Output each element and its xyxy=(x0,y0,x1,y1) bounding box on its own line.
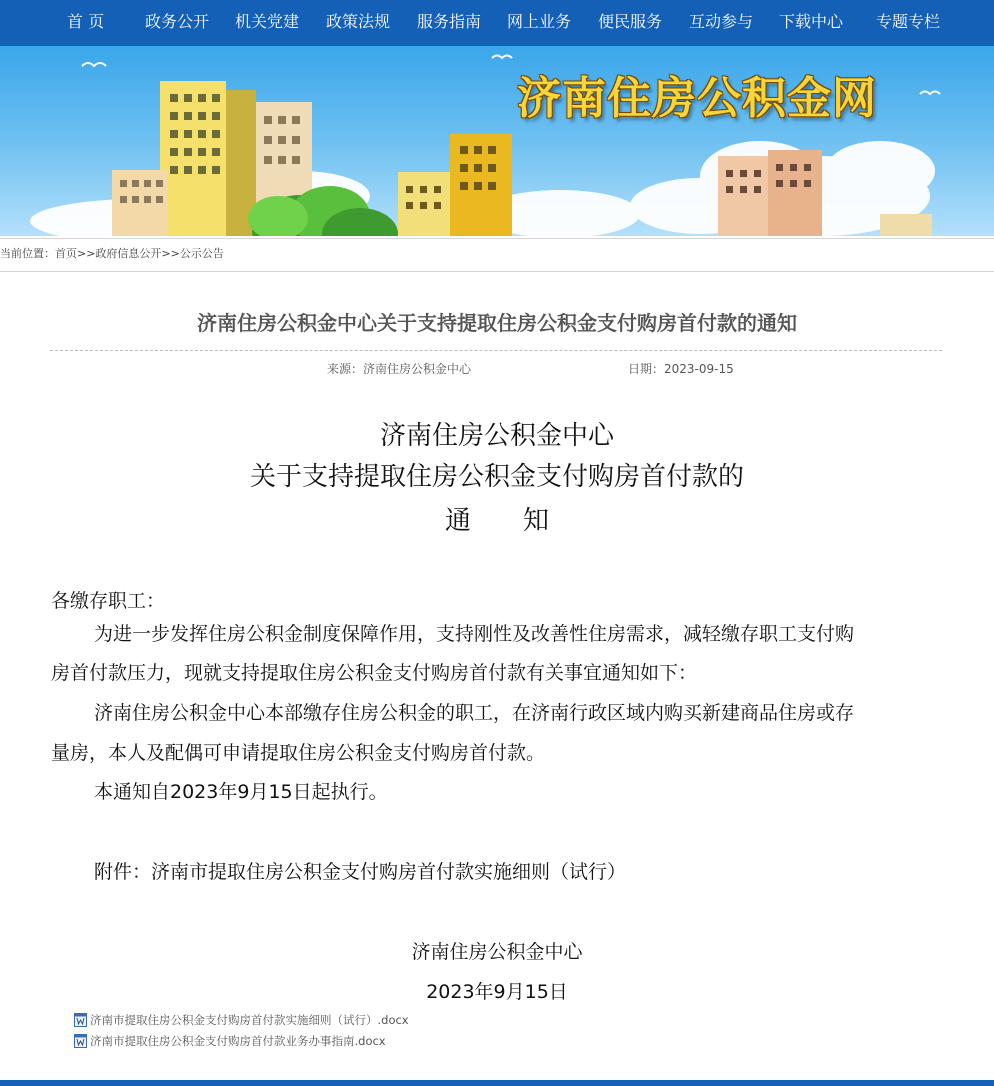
attachment-name: 济南市提取住房公积金支付购房首付款实施细则（试行）.docx xyxy=(90,1013,409,1027)
paragraph-2-line-1: 济南住房公积金中心本部缴存住房公积金的职工，在济南行政区域内购买新建商品住房或存 xyxy=(94,702,855,724)
nav-item-service-guide[interactable]: 服务指南 xyxy=(417,12,482,31)
doc-heading-line2: 关于支持提取住房公积金支付购房首付款的 xyxy=(249,462,744,492)
word-doc-icon xyxy=(74,1034,87,1048)
word-doc-icon xyxy=(74,1013,87,1027)
breadcrumb-prefix: 当前位置： xyxy=(0,247,55,260)
attachment-name: 济南市提取住房公积金支付购房首付款业务办事指南.docx xyxy=(90,1034,386,1048)
breadcrumb-separator: >> xyxy=(161,247,180,260)
nav-item-topics[interactable]: 专题专栏 xyxy=(876,12,941,31)
nav-item-policy[interactable]: 政策法规 xyxy=(326,12,391,31)
site-title: 济南住房公积金网 xyxy=(517,73,877,124)
nav-item-gov-affairs[interactable]: 政务公开 xyxy=(145,12,210,31)
paragraph-2-line-2: 量房，本人及配偶可申请提取住房公积金支付购房首付款。 xyxy=(51,742,546,764)
doc-heading-line1: 济南住房公积金中心 xyxy=(379,421,614,451)
site-banner xyxy=(0,46,994,236)
nav-item-online[interactable]: 网上业务 xyxy=(507,12,572,31)
breadcrumb-separator: >> xyxy=(77,247,96,260)
nav-item-party[interactable]: 机关党建 xyxy=(235,12,300,31)
article-date: 日期：2023-09-15 xyxy=(628,362,734,376)
nav-item-convenience[interactable]: 便民服务 xyxy=(598,12,663,31)
breadcrumb-item-home[interactable]: 首页 xyxy=(55,247,77,260)
paragraph-3: 本通知自2023年9月15日起执行。 xyxy=(94,781,388,803)
signature-org: 济南住房公积金中心 xyxy=(411,941,583,963)
salutation: 各缴存职工： xyxy=(51,590,166,612)
nav-item-download[interactable]: 下载中心 xyxy=(779,12,844,31)
breadcrumb xyxy=(0,238,994,272)
nav-item-home[interactable]: 首 页 xyxy=(67,12,105,31)
title-divider xyxy=(50,350,942,351)
breadcrumb-item-notices[interactable]: 公示公告 xyxy=(179,247,224,260)
top-nav-bar xyxy=(0,0,994,47)
attachment-note: 附件：济南市提取住房公积金支付购房首付款实施细则（试行） xyxy=(94,861,627,883)
nav-item-interaction[interactable]: 互动参与 xyxy=(689,12,754,31)
doc-heading-line3: 通 知 xyxy=(444,506,549,536)
article-title: 济南住房公积金中心关于支持提取住房公积金支付购房首付款的通知 xyxy=(197,311,797,335)
paragraph-1-line-2: 房首付款压力，现就支持提取住房公积金支付购房首付款有关事宜通知如下： xyxy=(51,662,698,684)
attachment-link[interactable] xyxy=(74,1033,386,1051)
signature-date: 2023年9月15日 xyxy=(426,981,568,1003)
paragraph-1-line-1: 为进一步发挥住房公积金制度保障作用，支持刚性及改善性住房需求，减轻缴存职工支付购 xyxy=(94,623,855,645)
breadcrumb-item-gov-info[interactable]: 政府信息公开 xyxy=(95,247,162,260)
footer-bar xyxy=(0,1080,994,1086)
article-source: 来源：济南住房公积金中心 xyxy=(327,362,472,376)
attachment-link[interactable] xyxy=(74,1012,409,1030)
